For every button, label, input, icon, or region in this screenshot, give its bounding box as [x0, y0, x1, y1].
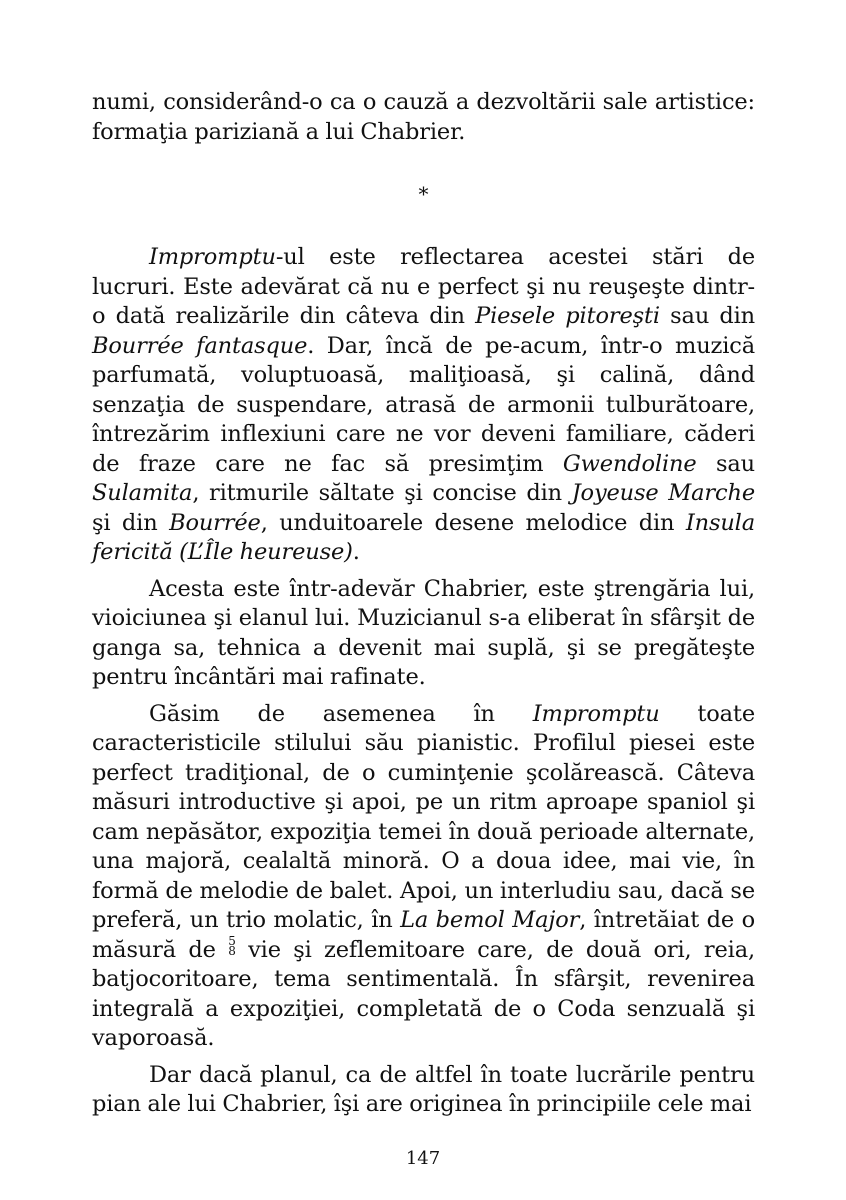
italic-title: Impromptu [149, 244, 276, 270]
text-run: Acesta este într-adevăr Chabrier, este ştrengăria lui, vioiciunea şi elanul lui. Muzicianul s-a eliberat în sfârşit de ganga sa, tehnica a devenit mai suplă, şi se pregăteşte pentru încântări mai rafinate. [92, 575, 755, 690]
text-run: numi, considerând-o ca o cauză a dezvoltării sale artistice: formaţia pariziană a lui Chabrier. [92, 89, 755, 145]
page-number: 147 [405, 1148, 441, 1169]
text-run: vie şi zeflemitoare care, de două ori, reia, batjocoritoare, tema sentimentală. În sfârşit, revenirea integrală a expoziţiei, completată de o Coda senzuală şi vaporoasă. [92, 936, 755, 1051]
section-separator: * [418, 182, 429, 206]
text-run: sau [696, 450, 755, 477]
paragraph [92, 88, 755, 147]
text-run: Dar dacă planul, ca de altfel în toate lucrările pentru pian ale lui Chabrier, îşi are originea în principiile cele mai [92, 1061, 755, 1117]
text-run: . Dar, încă de pe-acum, într-o muzică parfumată, voluptuoasă, maliţioasă, şi calină, dând senzaţia de suspendare, atrasă de armonii tulburătoare, întrezărim inflexiuni care ne vor deveni familiare, căderi de fraze care ne fac să presimţim [92, 332, 756, 477]
time-signature-denominator: 8 [228, 943, 236, 958]
text-run: toate caracteristicile stilului său pianistic. Profilul piesei este perfect tradiţional, de o cuminţenie şcolărească. Câteva măsuri introductive şi apoi, pe un ritm aproape spaniol şi cam nepăsător, expoziţia temei în două perioade alternate, una majoră, cealaltă minoră. O a doua idee, mai vie, în formă de melodie de balet. Apoi, un interludiu sau, dacă se preferă, un trio molatic, în [92, 700, 755, 933]
text-run: Găsim de asemenea în [149, 700, 533, 727]
text-run: -ul este reflectarea acestei stări de lucruri. Este adevărat că nu e perfect şi nu reuşeşte dintr-o dată realizările din câteva din [92, 244, 755, 329]
italic-title: Bourrée fantasque [92, 332, 308, 359]
italic-title: Gwendoline [562, 450, 697, 477]
paragraph [92, 700, 755, 1054]
italic-title: Piesele pitoreşti [475, 303, 660, 329]
page-body [92, 88, 755, 1120]
paragraph [92, 575, 755, 693]
italic-title: Joyeuse Marche [571, 480, 755, 506]
text-run: , întretăiat de o măsură de [92, 907, 756, 963]
text-run: şi din [92, 509, 170, 536]
time-signature-numerator: 5 [228, 933, 236, 948]
italic-title: Bourrée [169, 509, 261, 536]
text-run: . [352, 539, 360, 565]
paragraph [92, 243, 755, 568]
text-run: sau din [659, 303, 756, 329]
italic-title: La bemol Major [400, 907, 580, 933]
italic-title: Impromptu [532, 700, 660, 727]
italic-title: Insula fericită (L’Île heureuse) [92, 509, 755, 565]
text-run: , unduitoarele desene melodice din [260, 509, 686, 536]
italic-title: Sulamita [92, 480, 193, 506]
text-run: , ritmurile săltate şi concise din [192, 480, 572, 506]
time-signature [228, 933, 236, 958]
paragraph [92, 1061, 755, 1120]
